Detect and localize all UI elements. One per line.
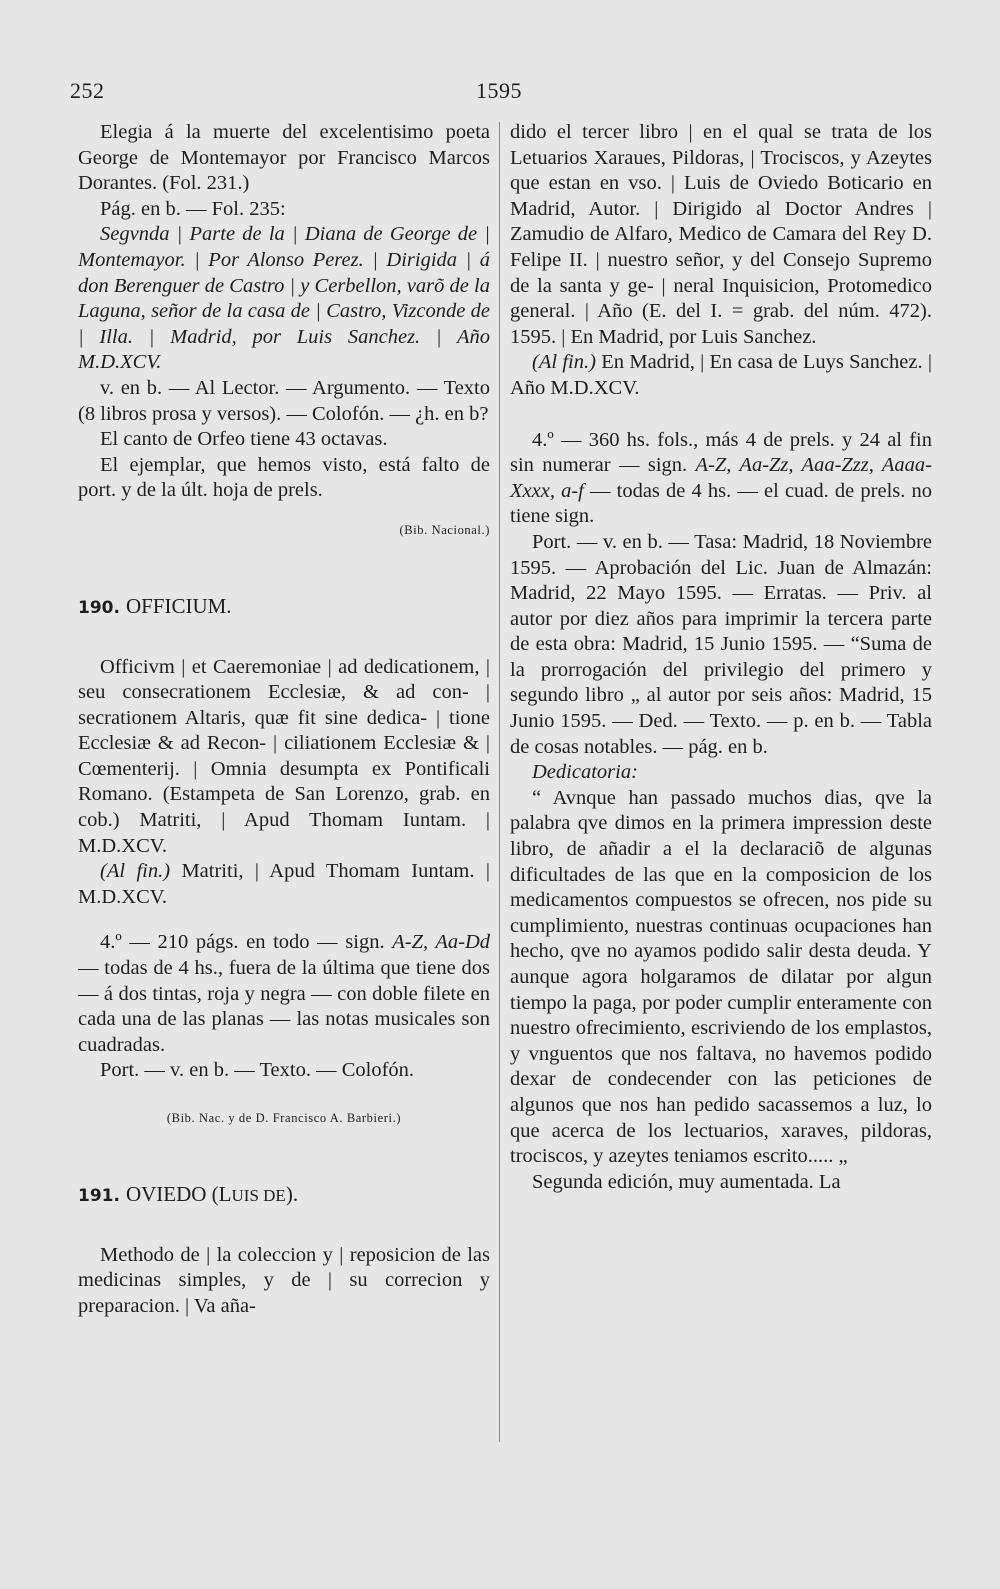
right-column [510, 120, 932, 1195]
colophon-text: En Madrid, | En casa de Luys Sanchez. | Año M.D.XCV. [510, 351, 932, 399]
note-paragraph: El ejemplar, que hemos visto, está falto de port. y de la últ. hoja de prels. [78, 453, 490, 502]
colophon-label: (Al fin.) [100, 860, 171, 883]
colophon [78, 859, 490, 910]
contents-paragraph: Port. — v. en b. — Tasa: Madrid, 18 Noviembre 1595. — Aprobación del Lic. Juan de Almazán: Madrid, 22 Mayo 1595. — Erratas. — Priv. al autor por diez años para imprimir la tercera parte de esta obra: Madrid, 15 Junio 1595. — “Suma de la prorrogación del privilegio del primero y segundo libro „ al autor por seis años: Madrid, 15 Junio 1595. — Ded. — Texto. — p. en b. — Tabla de cosas notables. — pág. en b. [510, 530, 932, 758]
dedication-label: Dedicatoria: [532, 761, 638, 784]
entry-number: 190. [78, 597, 120, 618]
colophon [510, 350, 932, 401]
page-reference: Pág. en b. — Fol. 235: [100, 197, 286, 220]
signature-range: A-Z, Aa-Dd [392, 931, 490, 954]
page-number: 252 [70, 78, 105, 103]
entry-name-end: ). [285, 1181, 299, 1206]
entry-number: 191. [78, 1185, 120, 1206]
column-divider [499, 122, 500, 1442]
colophon-text: Matriti, | Apud Thomam Iuntam. | M.D.XCV. [78, 860, 490, 908]
entry-name: OFFICIUM. [125, 593, 232, 618]
running-header-year: 1595 [476, 78, 522, 103]
dedication-quote: “ Avnque han passado muchos dias, qve la palabra qve dimos en la primera impression deste libro, de añadir a el la declaraciõ de algunas dificultades de las que en la composicion de los medicamentos compuestos se ofrecen, nos pide su cumplimiento, nuestras continuas ocupaciones han hecho, qve no ayamos podido salir desta deuda. Y aunque agora holgaramos de dilatar por algun tiempo la paga, por poder cumplir enteramente con nuestro ofrecimiento, escriviendo de los emplastos, y vnguentos que nos faltava, no havemos podido dexar de condecender con las peticiones de algunos que nos han pedido sacassemos a luz, lo que acerca de los lectuarios, xaraves, pildoras, trociscos, y azeytes teniamos escrito..... „ [510, 786, 932, 1168]
library-source: (Bib. Nacional.) [399, 522, 490, 537]
library-source: (Bib. Nac. y de D. Francisco A. Barbieri.) [166, 1111, 402, 1125]
left-column [78, 120, 490, 1319]
edition-note: Segunda edición, muy aumentada. La [532, 1170, 841, 1193]
colophon-label: (Al fin.) [532, 351, 596, 374]
contents-paragraph: Port. — v. en b. — Texto. — Colofón. [100, 1059, 415, 1082]
collation-text: — todas de 4 hs. — el cuad. de prels. no tiene sign. [510, 479, 932, 528]
collation-text: 4.º — 360 hs. fols., más 4 de prels. y 24 al fin sin numerar — sign. [510, 428, 932, 477]
methodo-title: Methodo de | la coleccion y | reposicion de las medicinas simples, y de | su correcion y preparacion. | Va aña- [78, 1243, 490, 1317]
note-paragraph: El canto de Orfeo tiene 43 octavas. [100, 428, 388, 451]
signature-range: A-Z, Aa-Zz, Aaa-Zzz, Aaaa-Xxxx, a-f [510, 454, 932, 502]
collation-paragraph: v. en b. — Al Lector. — Argumento. — Texto (8 libros prosa y versos). — Colofón. — ¿h. en b? [78, 376, 490, 425]
collation-text: 4.º — 210 págs. en todo — sign. [100, 931, 393, 954]
diana-title: Segvnda | Parte de la | Diana de George de | Montemayor. | Por Alonso Perez. | Dirigida | á don Berenguer de Castro | y Cerbellon, varõ de la Laguna, señor de la casa de | Castro, Vizconde de | Illa. | Madrid, por Luis Sanchez. | Año M.D.XCV. [78, 223, 490, 374]
elegia-paragraph: Elegia á la muerte del excelentisimo poeta George de Montemayor por Francisco Marcos Dorantes. (Fol. 231.) [78, 121, 490, 195]
officium-title: Officivm | et Caeremoniae | ad dedicationem, | seu consecrationem Ecclesiæ, & ad con- | secrationem Altaris, quæ fit sine dedica- | tione Ecclesiæ & ad Recon- | ciliationem Ecclesiæ & | Cœmenterij. | Omnia desumpta ex Pontificali Romano. (Estampeta de San Lorenzo, grab. en cob.) Matriti, | Apud Thomam Iuntam. | M.D.XCV. [78, 655, 490, 857]
entry-heading-191 [78, 1182, 490, 1207]
entry-name: OVIEDO (L [125, 1181, 232, 1206]
entry-heading-190 [78, 594, 490, 619]
collation-text: — todas de 4 hs., fuera de la última que tiene dos — á dos tintas, roja y negra — con doble filete en cada una de las planas — las notas musicales son cuadradas. [78, 957, 490, 1056]
entry-name-smallcaps: UIS DE [231, 1185, 286, 1205]
collation-paragraph [510, 428, 932, 530]
collation-paragraph [78, 930, 490, 1058]
methodo-title-continued: dido el tercer libro | en el qual se trata de los Letuarios Xaraues, Pildoras, | Trociscos, y Azeytes que estan en vso. | Luis de Oviedo Boticario en Madrid, Autor. | Dirigido al Doctor Andres | Zamudio de Alfaro, Medico de Camara del Rey D. Felipe II. | nuestro señor, y del Consejo Supremo de la santa y ge- | neral Inquisicion, Protomedico general. | Año (E. del I. = grab. del núm. 472). 1595. | En Madrid, por Luis Sanchez. [510, 121, 932, 348]
